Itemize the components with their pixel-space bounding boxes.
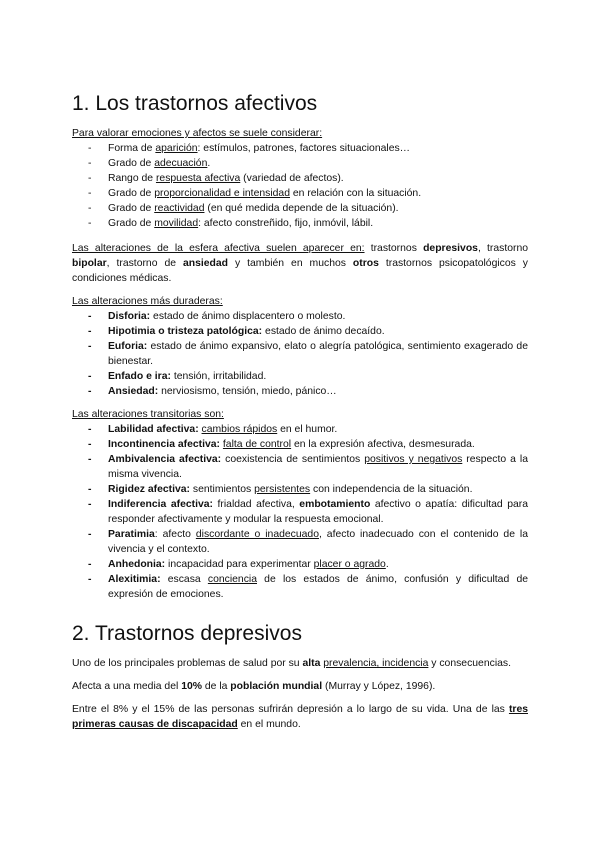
transient-heading: Las alteraciones transitorias son:: [72, 409, 224, 420]
prevalence-paragraph: Uno de los principales problemas de salud por su alta prevalencia, incidencia y consecuencias.: [72, 658, 511, 669]
population-paragraph: Afecta a una media del 10% de la población mundial (Murray y López, 1996).: [72, 681, 436, 692]
transient-list: [72, 422, 528, 602]
list-item: - Incontinencia afectiva: falta de control en la expresión afectiva, desmesurada.: [88, 439, 475, 450]
list-item: - Alexitimia: escasa conciencia de los estados de ánimo, confusión y dificultad de expresión de emociones.: [88, 574, 528, 600]
section-2-title: 2. Trastornos depresivos: [72, 622, 302, 645]
list-item: - Anhedonia: incapacidad para experimentar placer o agrado.: [88, 559, 389, 570]
list-item: - Forma de aparición: estímulos, patrones, factores situacionales…: [88, 143, 411, 154]
list-item: - Disforia: estado de ánimo displacentero o molesto.: [88, 311, 346, 322]
list-item: - Indiferencia afectiva: frialdad afectiva, embotamiento afectivo o apatía: dificultad para responder afectivamente y modular la respuesta emocional.: [88, 499, 529, 525]
criteria-intro: Para valorar emociones y afectos se suele considerar:: [72, 128, 323, 139]
criteria-list: [72, 141, 528, 231]
list-item: - Ansiedad: nerviosismo, tensión, miedo, pánico…: [88, 386, 337, 397]
list-item: - Ambivalencia afectiva: coexistencia de sentimientos positivos y negativos respecto a la misma vivencia.: [88, 454, 528, 480]
list-item: - Grado de movilidad: afecto constreñido, fijo, inmóvil, lábil.: [88, 218, 374, 229]
list-item: - Rigidez afectiva: sentimientos persistentes con independencia de la situación.: [88, 484, 473, 495]
list-item: - Grado de proporcionalidad e intensidad en relación con la situación.: [88, 188, 422, 199]
durable-heading: Las alteraciones más duraderas:: [72, 296, 223, 307]
list-item: - Rango de respuesta afectiva (variedad de afectos).: [88, 173, 344, 184]
list-item: - Grado de adecuación.: [88, 158, 211, 169]
list-item: - Euforia: estado de ánimo expansivo, elato o alegría patológica, sentimiento exagerado de bienestar.: [88, 341, 528, 367]
list-item: - Hipotimia o tristeza patológica: estado de ánimo decaído.: [88, 326, 385, 337]
document-page: [72, 92, 528, 732]
list-item: - Enfado e ira: tensión, irritabilidad.: [88, 371, 267, 382]
list-item: - Grado de reactividad (en qué medida depende de la situación).: [88, 203, 399, 214]
list-item: - Labilidad afectiva: cambios rápidos en el humor.: [88, 424, 338, 435]
disability-paragraph: Entre el 8% y el 15% de las personas sufrirán depresión a lo largo de su vida. Una de las tres primeras causas de discapacidad en el mundo.: [72, 704, 528, 730]
disorders-paragraph: Las alteraciones de la esfera afectiva suelen aparecer en: trastornos depresivos, trastorno bipolar, trastorno de ansiedad y también en muchos otros trastornos psicopatológicos y condiciones médicas.: [72, 243, 529, 284]
durable-list: [72, 309, 528, 399]
section-1-title: 1. Los trastornos afectivos: [72, 92, 318, 115]
list-item: - Paratimia: afecto discordante o inadecuado, afecto inadecuado con el contenido de la vivencia y el contexto.: [88, 529, 529, 555]
